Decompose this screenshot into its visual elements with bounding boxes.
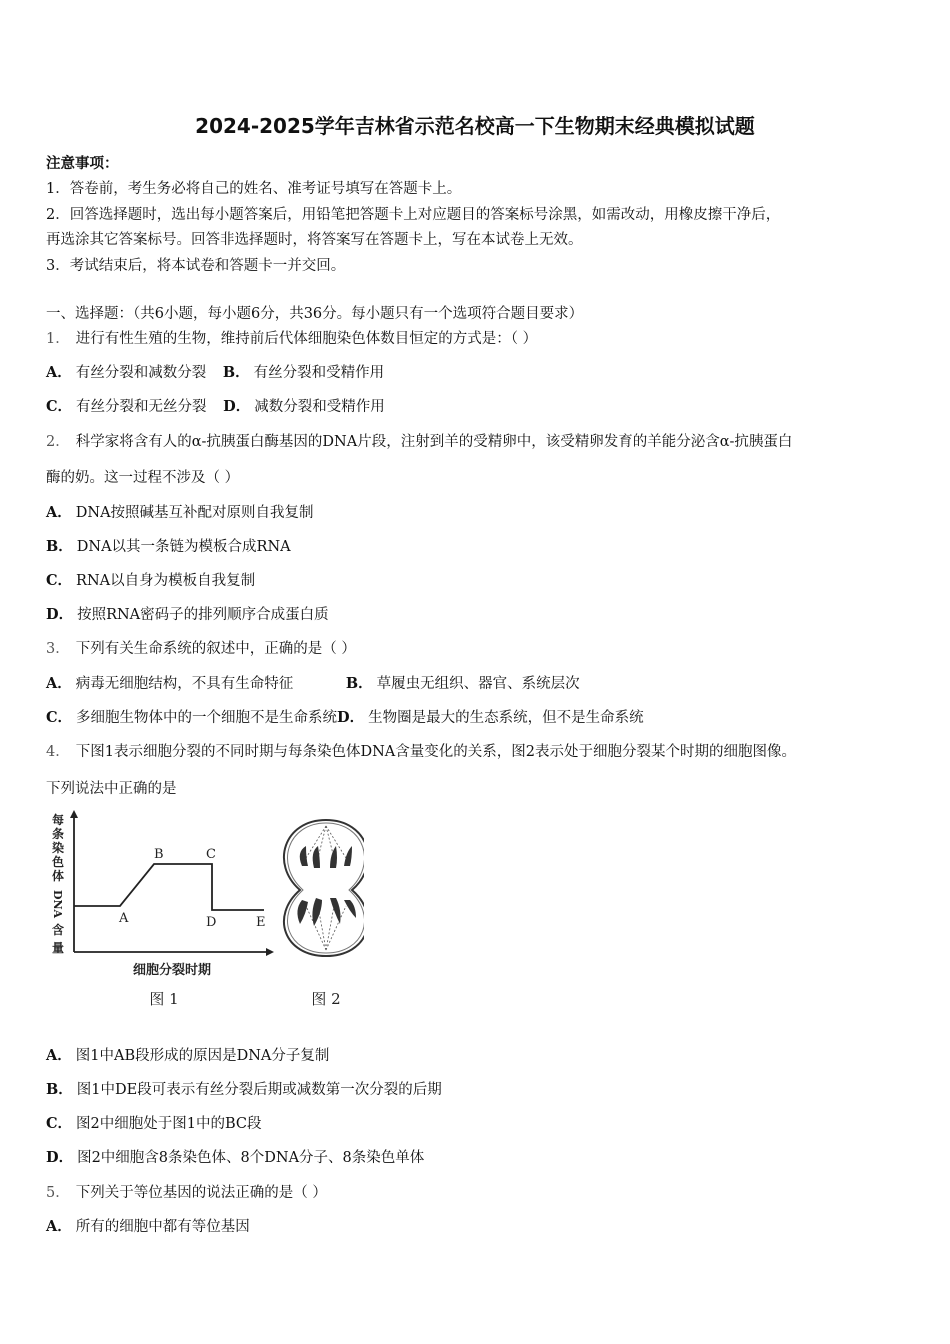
y-label-dna: DNA <box>51 889 64 919</box>
point-label-e: E <box>256 915 266 930</box>
question-2-option-d <box>46 603 329 624</box>
cell-membrane <box>284 820 364 956</box>
notice-heading: 注意事项： <box>46 155 119 172</box>
figure-2-cell <box>284 820 364 956</box>
question-5-option-a <box>46 1215 250 1236</box>
option-b-text: 有丝分裂和受精作用 <box>253 365 385 381</box>
option-letter: D． <box>46 1149 74 1166</box>
point-label-d: D <box>206 915 217 930</box>
option-letter: A． <box>46 504 72 521</box>
notice-item: 2．回答选择题时，选出每小题答案后，用铅笔把答题卡上对应题目的答案标号涂黑，如需改动，用橡皮擦干净后， <box>46 207 781 223</box>
question-4-option-a <box>46 1044 329 1065</box>
question-1-options-cd <box>46 395 385 416</box>
dna-content-curve <box>74 864 264 910</box>
question-4-option-c <box>46 1112 262 1133</box>
figure-2-caption: 图 2 <box>311 990 341 1008</box>
question-number: 3． <box>46 641 70 657</box>
notice-item: 再选涂其它答案标号。回答非选择题时，将答案写在答题卡上，写在本试卷上无效。 <box>46 232 583 248</box>
x-axis-label: 细胞分裂时期 <box>132 963 212 978</box>
option-a-text: 有丝分裂和减数分裂 <box>75 365 207 381</box>
option-letter: C． <box>46 709 73 726</box>
question-number: 4． <box>46 744 70 760</box>
question-4-stem-cont: 下列说法中正确的是 <box>46 781 177 797</box>
question-4-stem <box>46 740 796 761</box>
question-4-option-b <box>46 1078 442 1099</box>
chromosomes-lower <box>297 898 356 926</box>
question-2-option-c <box>46 569 255 590</box>
option-d-text: 减数分裂和受精作用 <box>254 399 385 415</box>
question-text: 科学家将含有人的α-抗胰蛋白酶基因的DNA片段，注射到羊的受精卵中，该受精卵发育的羊能分泌含α-抗胰蛋白 <box>75 434 793 450</box>
y-label-char: 量 <box>51 941 65 955</box>
option-letter: D． <box>46 606 74 623</box>
y-axis-label <box>51 812 64 955</box>
option-letter: B． <box>46 1081 73 1098</box>
question-text: 进行有性生殖的生物，维持前后代体细胞染色体数目恒定的方式是：（ ） <box>75 331 538 347</box>
question-3-options-ab <box>46 672 580 693</box>
option-c-text: RNA以自身为模板自我复制 <box>76 573 256 589</box>
question-text: 下列关于等位基因的说法正确的是（ ） <box>75 1185 327 1201</box>
option-b-text: 草履虫无组织、器官、系统层次 <box>376 676 580 692</box>
option-letter: C． <box>46 572 73 589</box>
question-number: 5． <box>46 1185 70 1201</box>
option-letter: B． <box>345 675 373 692</box>
y-label-char: 体 <box>51 869 65 883</box>
x-axis-arrow <box>266 948 274 956</box>
question-1-stem <box>46 327 537 348</box>
question-number: 1． <box>46 331 70 347</box>
option-letter: A． <box>46 1218 72 1235</box>
spindle-fibers <box>306 826 346 950</box>
option-a-text: 所有的细胞中都有等位基因 <box>75 1219 250 1235</box>
point-label-b: B <box>154 847 164 862</box>
question-3-options-cd <box>46 706 644 727</box>
question-2-option-a <box>46 501 314 522</box>
point-label-a: A <box>119 911 129 926</box>
question-2-stem-cont: 酶的奶。这一过程不涉及（ ） <box>46 470 240 486</box>
y-label-char: 条 <box>51 827 65 841</box>
option-letter: A． <box>46 364 72 381</box>
option-letter: C． <box>46 1115 73 1132</box>
y-label-char: 染 <box>51 841 65 855</box>
question-text: 下列有关生命系统的叙述中，正确的是（ ） <box>75 641 356 657</box>
notice-item: 3．考试结束后，将本试卷和答题卡一并交回。 <box>46 258 346 274</box>
y-label-char: 每 <box>51 813 65 827</box>
y-label-char: 含 <box>51 923 65 937</box>
option-letter: B． <box>46 538 73 555</box>
option-letter: A． <box>46 675 72 692</box>
option-b-text: DNA以其一条链为模板合成RNA <box>76 539 291 555</box>
question-2-stem <box>46 430 792 451</box>
option-letter: D． <box>337 709 365 726</box>
question-3-stem <box>46 637 356 658</box>
option-letter: C． <box>46 398 73 415</box>
option-a-text: 图1中AB段形成的原因是DNA分子复制 <box>75 1048 330 1064</box>
point-label-c: C <box>206 847 216 862</box>
question-4-figure <box>44 806 364 1016</box>
option-c-text: 图2中细胞处于图1中的BC段 <box>76 1116 262 1132</box>
section-heading: 一、选择题：（共6小题，每小题6分，共36分。每小题只有一个选项符合题目要求） <box>46 306 584 322</box>
option-letter: B． <box>222 364 250 381</box>
option-c-text: 多细胞生物体中的一个细胞不是生命系统 <box>76 710 338 726</box>
notice-item: 1．答卷前，考生务必将自己的姓名、准考证号填写在答题卡上。 <box>46 181 462 197</box>
option-d-text: 生物圈是最大的生态系统，但不是生命系统 <box>368 710 644 726</box>
option-b-text: 图1中DE段可表示有丝分裂后期或减数第一次分裂的后期 <box>76 1082 442 1098</box>
option-letter: A． <box>46 1047 72 1064</box>
question-5-stem <box>46 1181 327 1202</box>
question-2-option-b <box>46 535 291 556</box>
option-d-text: 图2中细胞含8条染色体、8个DNA分子、8条染色单体 <box>77 1150 425 1166</box>
option-d-text: 按照RNA密码子的排列顺序合成蛋白质 <box>77 607 329 623</box>
question-number: 2． <box>46 434 70 450</box>
question-4-option-d <box>46 1146 424 1167</box>
option-a-text: 病毒无细胞结构，不具有生命特征 <box>75 676 294 692</box>
question-text: 下图1表示细胞分裂的不同时期与每条染色体DNA含量变化的关系，图2表示处于细胞分裂某个时期的细胞图像。 <box>75 744 796 760</box>
option-c-text: 有丝分裂和无丝分裂 <box>76 399 207 415</box>
y-axis-arrow <box>70 810 78 818</box>
chromosomes-upper <box>300 846 352 868</box>
question-1-options-ab <box>46 361 384 382</box>
option-a-text: DNA按照碱基互补配对原则自我复制 <box>75 505 314 521</box>
y-label-char: 色 <box>51 855 65 869</box>
page-title: 2024-2025学年吉林省示范名校高一下生物期末经典模拟试题 <box>195 114 755 138</box>
figure-1-caption: 图 1 <box>149 990 179 1008</box>
option-letter: D． <box>223 398 251 415</box>
